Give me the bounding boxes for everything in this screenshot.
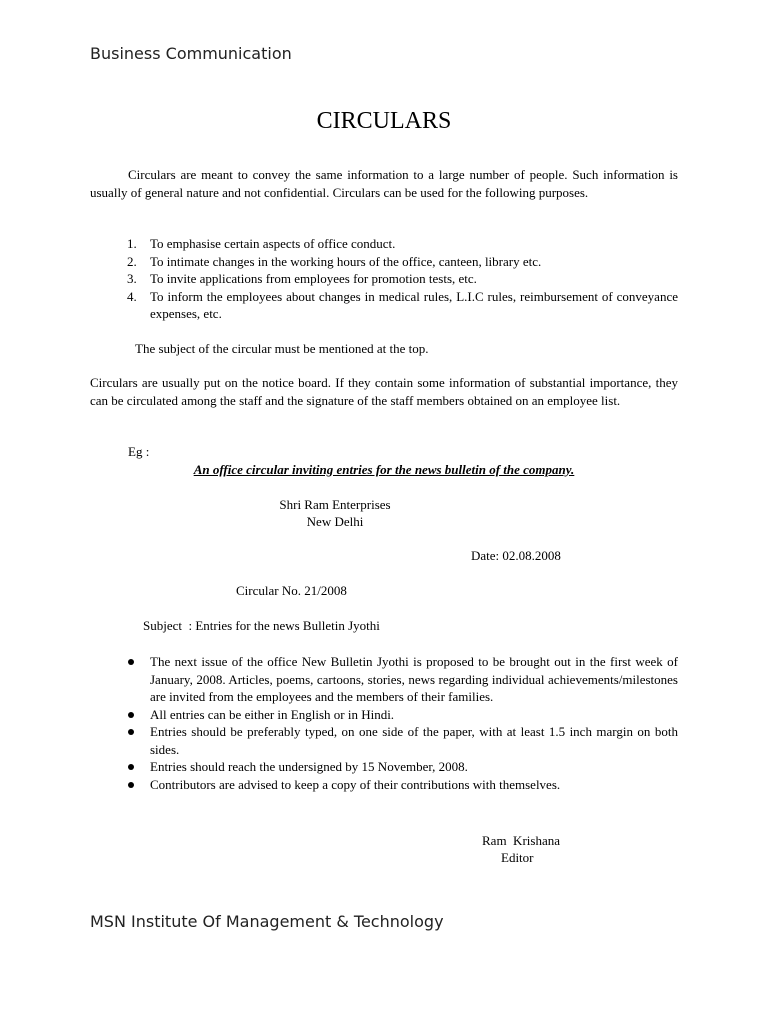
purpose-item [90, 235, 678, 253]
bullet-item [90, 706, 678, 724]
bullet-list [90, 653, 678, 793]
intro-paragraph: Circulars are meant to convey the same information to a large number of people. Such information is usually of general nature and not confidential. Circulars can be used for the following purposes. [90, 167, 678, 200]
bullet-text: The next issue of the office New Bulletin Jyothi is proposed to be brought out in the first week of January, 2008. Articles, poems, cartoons, stories, news regarding individual achievements/milestones are invited from the employees and the members of their families. [150, 654, 678, 704]
notice-paragraph: Circulars are usually put on the notice board. If they contain some information of substantial importance, they can be circulated among the staff and the signature of the staff members obtained on an employee list. [90, 375, 678, 408]
circular-date: Date: 02.08.2008 [471, 548, 561, 563]
page-header: Business Communication [90, 44, 292, 63]
bullet-icon [128, 712, 134, 718]
example-label: Eg : [128, 444, 150, 459]
document-title: CIRCULARS [316, 108, 452, 134]
bullet-text: Contributors are advised to keep a copy of their contributions with themselves. [150, 776, 561, 792]
bullet-text: Entries should reach the undersigned by 15 November, 2008. [150, 759, 468, 774]
company-city: New Delhi [306, 514, 364, 529]
page-footer: MSN Institute Of Management & Technology [90, 912, 444, 931]
bullet-icon [128, 729, 134, 735]
purposes-list [90, 235, 678, 323]
purpose-number: 2. [127, 253, 137, 269]
purpose-number: 1. [127, 236, 137, 251]
bullet-icon [128, 764, 134, 770]
purpose-item [90, 270, 678, 288]
signature-title: Editor [501, 850, 534, 865]
example-heading: An office circular inviting entries for the news bulletin of the company. [193, 462, 575, 477]
purpose-text: To invite applications from employees for promotion tests, etc. [150, 271, 477, 286]
bullet-icon [128, 782, 134, 788]
company-name: Shri Ram Enterprises [279, 497, 391, 512]
bullet-item [90, 758, 678, 776]
bullet-item [90, 653, 678, 706]
purpose-number: 4. [127, 288, 137, 304]
purpose-text: To emphasise certain aspects of office conduct. [150, 236, 396, 251]
purpose-item [90, 253, 678, 271]
bullet-text: Entries should be preferably typed, on one side of the paper, with at least 1.5 inch margin on both sides. [150, 724, 678, 757]
bullet-item [90, 723, 678, 758]
bullet-text: All entries can be either in English or in Hindi. [150, 706, 395, 722]
purpose-number: 3. [127, 271, 137, 286]
bullet-item [90, 776, 678, 794]
purpose-text: To inform the employees about changes in medical rules, L.I.C rules, reimbursement of conveyance expenses, etc. [150, 288, 678, 321]
purpose-item [90, 288, 678, 323]
signature-name: Ram Krishana [482, 833, 560, 848]
bullet-icon [128, 659, 134, 665]
circular-subject: Subject : Entries for the news Bulletin Jyothi [143, 618, 380, 633]
circular-number: Circular No. 21/2008 [236, 583, 347, 598]
purpose-text: To intimate changes in the working hours of the office, canteen, library etc. [150, 253, 542, 269]
subject-note: The subject of the circular must be mentioned at the top. [135, 341, 429, 356]
